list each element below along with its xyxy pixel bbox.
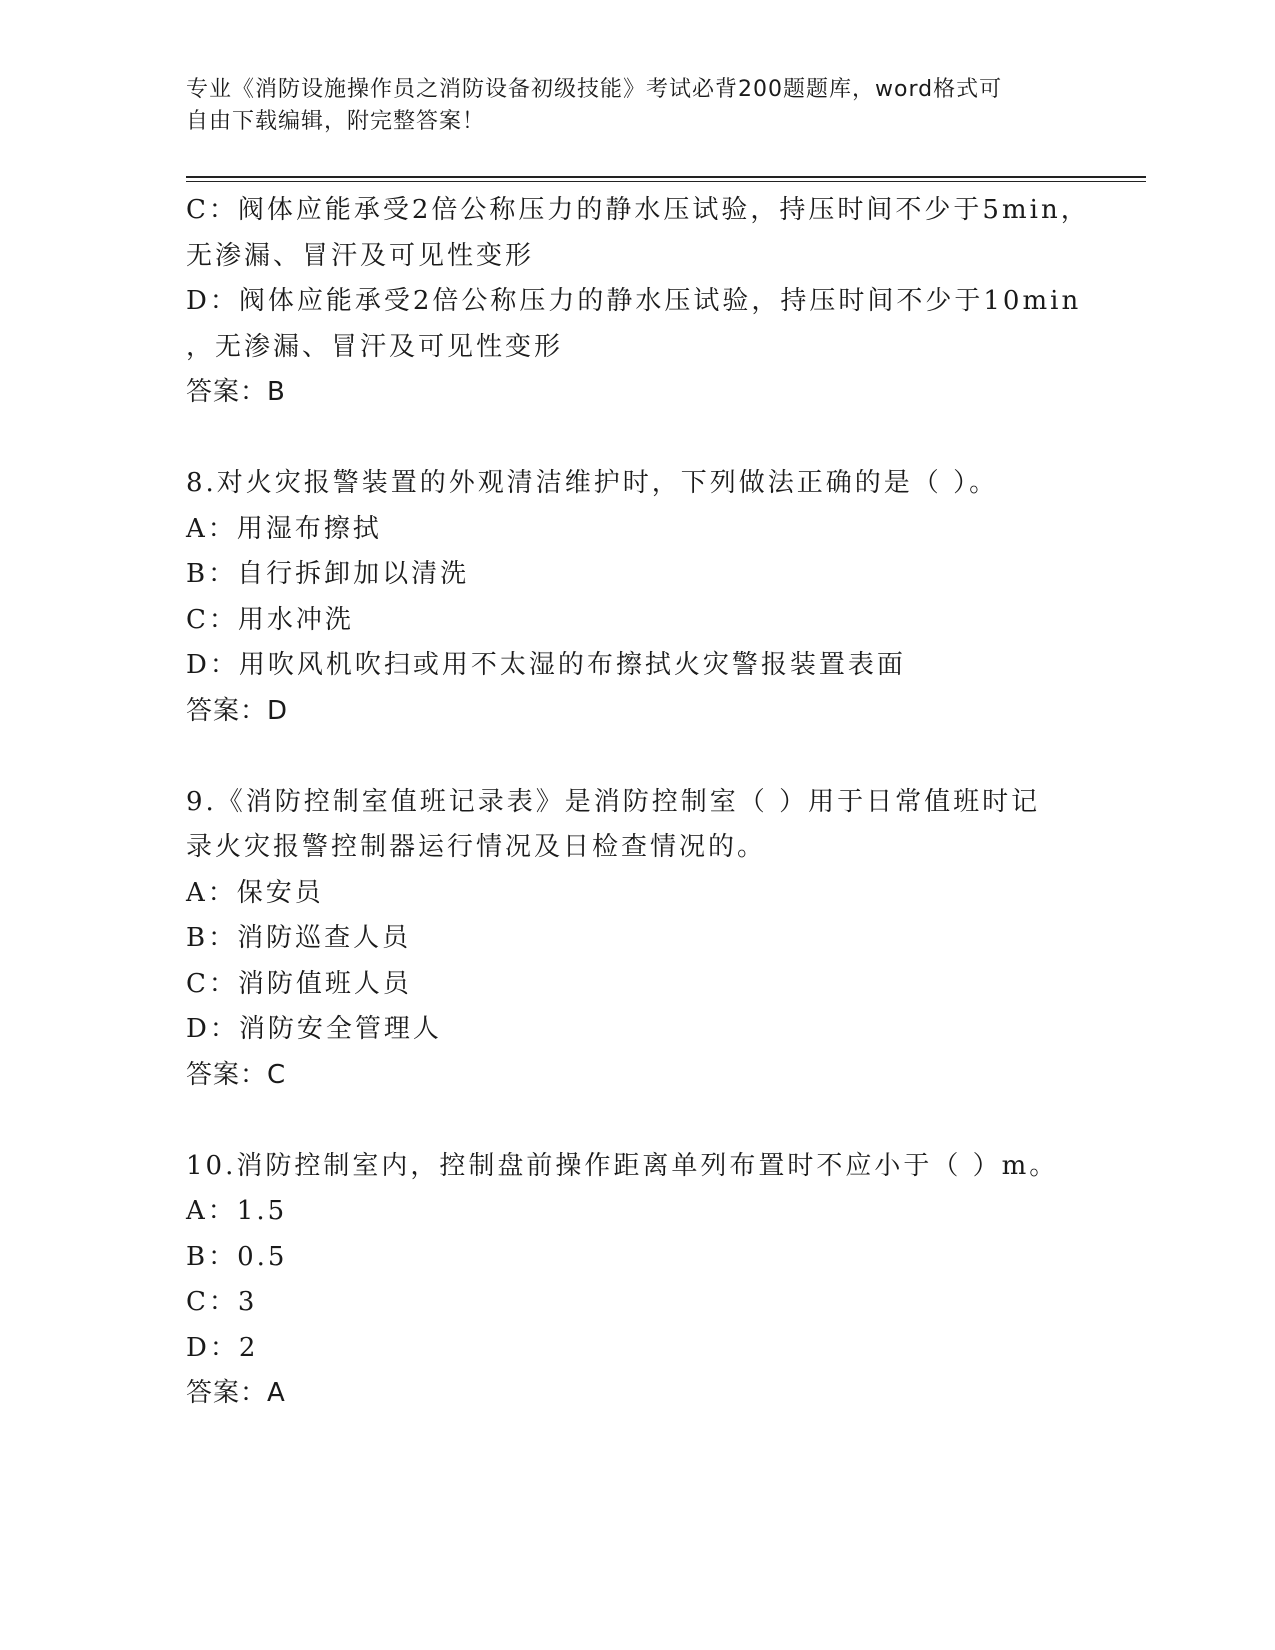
question-8: [186, 461, 1066, 734]
option-c-line-1: C：阀体应能承受2倍公称压力的静水压试验，持压时间不少于5min，: [186, 195, 1090, 225]
question-stem: 8.对火灾报警装置的外观清洁维护时，下列做法正确的是（ ）。: [186, 468, 999, 498]
option-c: C：消防值班人员: [186, 968, 412, 999]
answer-line: 答案：A: [186, 1378, 286, 1408]
spacer: [186, 734, 1066, 780]
option-b: B：自行拆卸加以清洗: [186, 559, 470, 589]
option-d: D：2: [186, 1332, 259, 1363]
answer-line: 答案：B: [186, 377, 286, 407]
option-d-line-2: ，无渗漏、冒汗及可见性变形: [186, 331, 564, 362]
option-c-line-2: 无渗漏、冒汗及可见性变形: [186, 240, 535, 271]
document-header: [186, 74, 1066, 138]
question-10: [186, 1144, 1066, 1417]
header-line-1: 专业《消防设施操作员之消防设备初级技能》考试必背200题题库，word格式可: [186, 77, 1003, 102]
spacer: [186, 416, 1066, 462]
option-b: B：0.5: [186, 1241, 288, 1272]
option-d: D：用吹风机吹扫或用不太湿的布擦拭火灾警报装置表面: [186, 650, 906, 680]
question-content: [186, 188, 1090, 1417]
option-a: A：1.5: [186, 1196, 288, 1226]
spacer: [186, 1098, 1066, 1144]
answer-line: 答案：D: [186, 695, 289, 726]
header-line-2: 自由下载编辑，附完整答案！: [186, 109, 486, 134]
question-stem: 10.消防控制室内，控制盘前操作距离单列布置时不应小于（ ）m。: [186, 1150, 1059, 1181]
option-d-line-1: D：阀体应能承受2倍公称压力的静水压试验，持压时间不少于10min: [186, 286, 1082, 316]
header-divider-thick: [186, 176, 1146, 178]
question-stem: 9.《消防控制室值班记录表》是消防控制室（ ）用于日常值班时记: [186, 786, 1041, 817]
question-9: [186, 780, 1066, 1099]
header-divider-thin: [186, 181, 1146, 182]
option-c: C：用水冲洗: [186, 604, 354, 635]
option-c: C：3: [186, 1287, 258, 1317]
option-a: A：用湿布擦拭: [186, 513, 382, 544]
answer-line: 答案：C: [186, 1059, 287, 1090]
question-7-continuation: [186, 188, 1090, 416]
option-b: B：消防巡查人员: [186, 923, 412, 953]
option-a: A：保安员: [186, 877, 324, 908]
option-d: D：消防安全管理人: [186, 1014, 442, 1044]
question-stem-continued: 录火灾报警控制器运行情况及日检查情况的。: [186, 832, 767, 862]
